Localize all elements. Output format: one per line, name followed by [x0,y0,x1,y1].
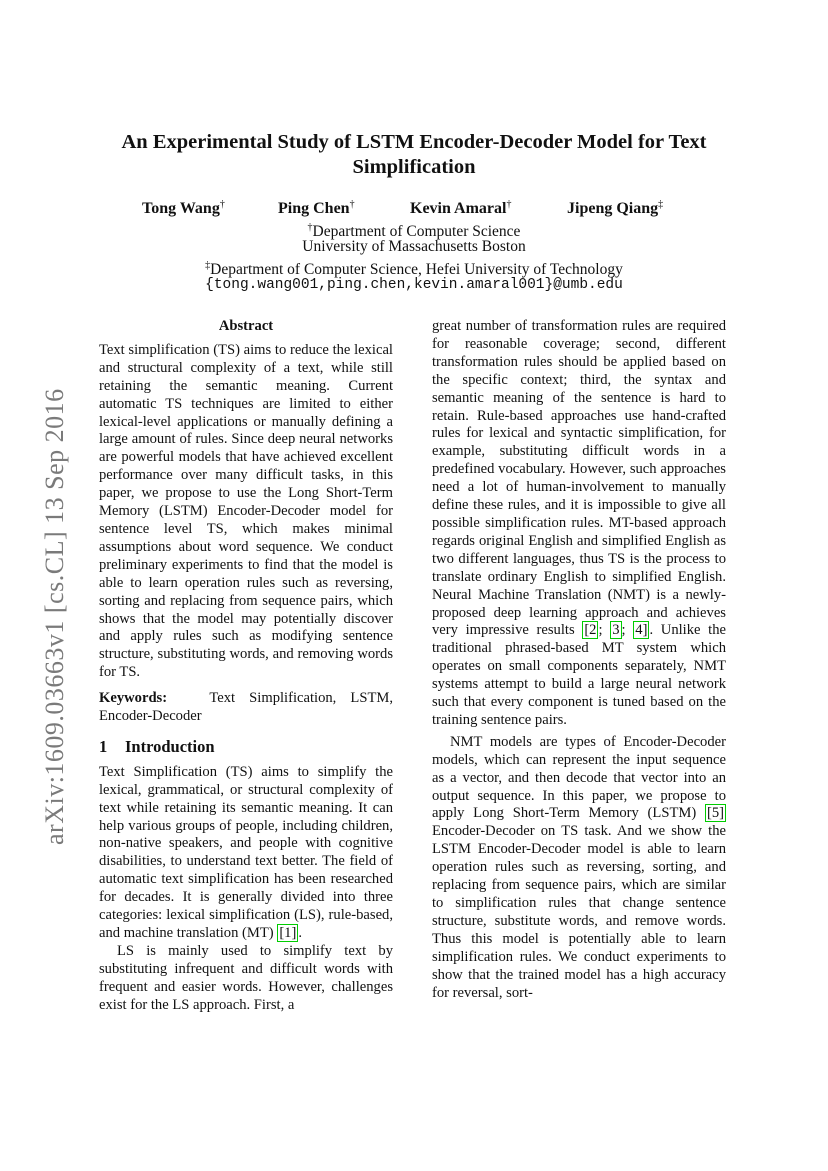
right-paragraph-1 [432,318,726,730]
author-email: {tong.wang001,ping.chen,kevin.amaral001}@umb.edu [205,277,623,293]
section-number: 1 [99,736,108,756]
affiliation-mark: ‡ [205,260,211,271]
paragraph-text: NMT models are types of Encoder-Decoder models, which can represent the input sequence as a vector, and then decode that vector into an output sequence. In this paper, we propose to apply Long Short-Term Memory (LSTM) [432,733,726,822]
section-title: Introduction [125,736,215,756]
left-column [99,318,393,1015]
author-3 [410,199,511,218]
citation-link[interactable]: 4] [635,622,648,639]
author-4 [567,199,663,218]
affiliation-text: Department of Computer Science, Hefei University of Technology [210,261,623,278]
citation-link[interactable]: [1] [279,925,297,941]
author-1 [142,199,225,218]
author-name: Jipeng Qiang [567,200,659,217]
paragraph-text: . Unlike the traditional phrased-based MT system which operates on small components separately, NMT systems attempt to build a large neural network such that every component is tuned based on the training sentence pairs. [432,622,727,728]
author-mark: † [506,199,512,210]
paragraph-text: Text Simplification (TS) aims to simplify the lexical, grammatical, or structural complexity of text while retaining its semantic meaning. It can help various groups of people, including children, non-native speakers, and people with cognitive disabilities, to understand text better. The field of automatic text simplification has been researched for decades. It is generally divided into three categories: lexical simplification (LS), rule-based, and machine translation (MT) [99,763,393,941]
author-mark: † [219,199,225,210]
intro-paragraph-2: LS is mainly used to simplify text by substituting infrequent and difficult words with frequent and easier words. However, challenges exist for the LS approach. First, a [99,942,393,1013]
keywords-text: Text Simplification, LSTM, Encoder-Decoder [99,690,393,725]
paper-title: An Experimental Study of LSTM Encoder-Decoder Model for Text Simplification [121,131,707,178]
author-name: Tong Wang [142,200,220,217]
author-mark: † [349,199,355,210]
keywords [99,690,393,726]
author-name: Kevin Amaral [410,200,507,217]
paragraph-text: . [298,925,302,941]
affiliation-text: Department of Computer Science [312,223,521,240]
citation-separator: ; [621,622,634,639]
affiliation-mark: † [307,222,313,233]
paragraph-text: great number of transformation rules are required for reasonable coverage; second, different transformation rules should be applied based on the specific context; third, the syntax and semantic meaning of the sentence is hard to retain. Rule-based approaches use hand-crafted rules for lexical and syntactic simplification, for example, substituting difficult words in a predefined vocabulary. However, such approaches need a lot of human-involvement to manually define these rules, and it is impossible to give all possible simplification rules. MT-based approach regards original English and simplified English as two different languages, thus TS is the process to translate ordinary English to simplified English. Neural Machine Translation (NMT) is a newly-proposed deep learning approach and achieves very impressive results [432,318,726,639]
abstract-heading: Abstract [218,318,274,334]
keywords-label: Keywords: [99,690,168,707]
paragraph-text: Encoder-Decoder on TS task. And we show the LSTM Encoder-Decoder model is able to learn operation rules such as reversing, sorting, and replacing from sequence pairs, which are similar to simplification rules that change sentence structure, substitute words, and remove words. Thus this model is potentially able to learn simplification rules. We conduct experiments to show that the trained model has a high accuracy for reversal, sort- [432,823,726,1001]
citation-link[interactable]: [5] [706,805,724,822]
arxiv-identifier-margin [20,365,69,845]
citation-separator: ; [598,622,611,639]
citation-link[interactable]: [2 [584,622,597,639]
author-name: Ping Chen [278,200,350,217]
right-paragraph-2 [432,734,726,1003]
intro-paragraph-1 [99,764,393,943]
section-heading-introduction [99,738,393,756]
citation-link[interactable]: 3 [612,622,620,639]
author-mark: ‡ [658,199,664,210]
abstract-text: Text simplification (TS) aims to reduce the lexical and structural complexity of a text, while still retaining the semantic meaning. Current automatic TS techniques are limited to either lexical-level applications or manually defining a large amount of rules. Since deep neural networks are powerful models that have achieved excellent performance over many difficult tasks, in this paper, we propose to use the Long Short-Term Memory (LSTM) Encoder-Decoder model for sentence level TS, which makes minimal assumptions about word sequence. We conduct preliminary experiments to find that the model is able to learn operation rules such as reversing, sorting and replacing from sequence pairs, which shows that the model may potentially discover and apply rules such as modifying sentence structure, substituting words, and removing words for TS. [99,341,393,681]
author-2 [278,199,355,218]
right-column [432,318,726,1002]
affiliation-univ1: University of Massachusetts Boston [302,238,526,255]
arxiv-identifier: arXiv:1609.03663v1 [cs.CL] 13 Sep 2016 [40,388,69,845]
